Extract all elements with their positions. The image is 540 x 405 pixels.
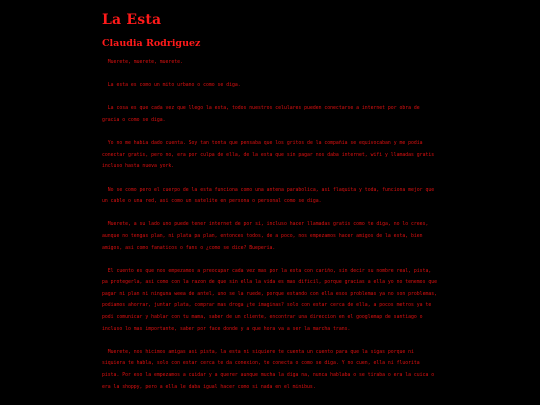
document-title: La Esta [102, 12, 162, 28]
document-author: Claudia Rodriguez [102, 38, 201, 49]
paragraph-gap [102, 92, 438, 104]
paragraph: Muerete, nos hicimos amigas asi pista, la esta ni siquiere te cuenta un cuento para que la sigas porque ni siquiera te habla, solo con estar cerca te da conexion, te conecta o como se diga. Y no cuen, ella ni fluorita pista. Por eso la empezamos a cuidar y a querer aunque mucha la diga na, nunca hablaba o se tiraba o era la cuica o era la shoppy, pero a ella le daba igual hacer como si nada en el minibus. [102, 349, 438, 390]
paragraph: No se como pero el cuerpo de la esta funciona como una antena parabolica, asi flaquita y toda, funciona mejor que un cable o una red, asi como un satelite en persona o personal como se diga. [102, 187, 438, 205]
paragraph: Muerete, a su lado uno puede tener internet de por si, incluso hacer llamadas gratis como te diga, no lo crees, aunque no tengas plan, ni plata pa plan, entonces todos, de a poco, nos empezamos hacer amigos de la esta, bien amigos, asi como fanaticos o fans o ¿como se dice? Bueperia. [102, 222, 432, 251]
paragraph-gap [102, 173, 438, 185]
paragraph: La esta es como un mito urbano o como se diga. [102, 83, 241, 89]
document-body [102, 57, 438, 393]
paragraph-gap [102, 254, 438, 266]
paragraph: La cosa es que cada vez que llego la esta, todos nuestros celulares pueden conectarse a internet por obra de gracia o como se diga. [102, 106, 423, 123]
paragraph-gap [102, 69, 438, 81]
paragraph: Muerete, muerete, muerete. [102, 60, 183, 65]
paragraph-gap [102, 127, 438, 139]
paragraph-gap [102, 335, 438, 347]
paragraph: Yo no me habia dado cuenta. Soy tan tonta que pensaba que los gritos de la compañia se equivocaban y me podia conectar gratis, pero no, era por culpa de ella, de la esta que sin pagar nos daba internet, wifi y llamadas gratis incluso hasta nueva york. [102, 141, 438, 170]
paragraph-gap [102, 208, 438, 220]
paragraph: El cuento es que nos empezamos a preocupar cada vez mas por la esta con cariño, sin decir su nombre real, pista, pa protegerla, asi como con la razon de que sin ella la vida es mas dificil, porque gracias a ella yo no tenemos que pagar ni plan ni ninguna weea de antel, uno se la ruede, porque estando con ella esos problemas ya no son problemas, podiamos ahorrar, juntar plata, comprar mas droga ¿te imaginas? solo con estar cerca de ella, a pocos metros ya te podi comunicar y hablar con tu mama, saber de un cliente, encontrar una direccion en el googlemap de santiago o incluso lo mas importante, saber por face donde y a que hora va a ser la marcha trans. [102, 268, 440, 332]
